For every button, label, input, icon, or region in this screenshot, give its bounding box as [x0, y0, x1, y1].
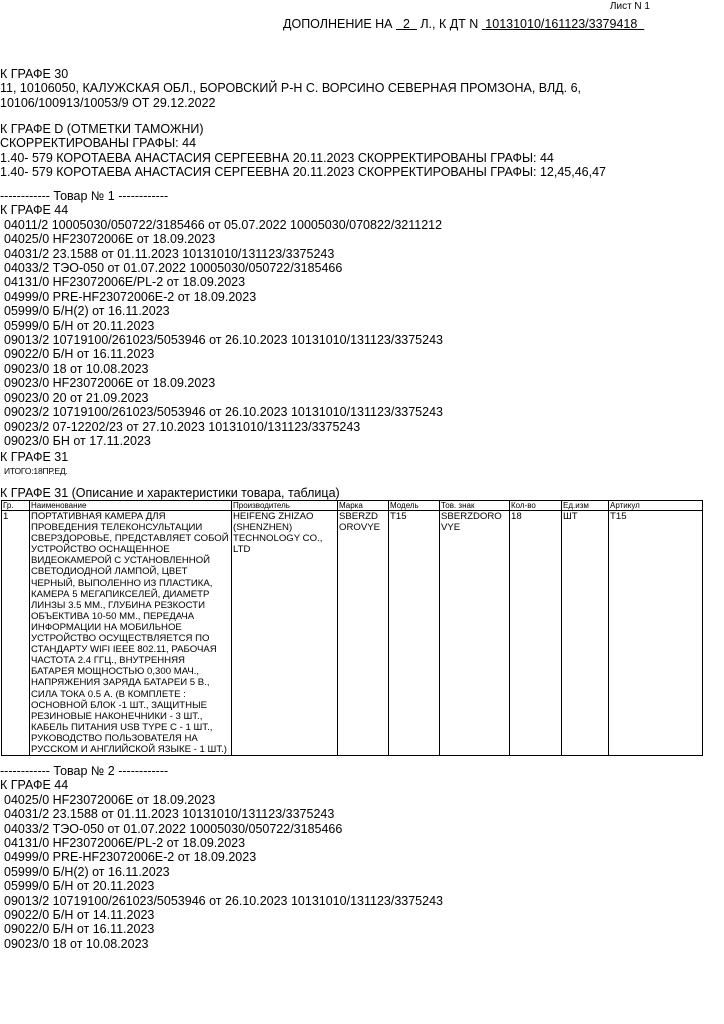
text-line: 1.40- 579 КОРОТАЕВА АНАСТАСИЯ СЕРГЕЕВНА 20.11.2023 СКОРРЕКТИРОВАНЫ ГРАФЫ: 12,45,46,47 [0, 165, 606, 180]
addendum-header [283, 17, 644, 31]
graph-30-lines [0, 81, 581, 110]
text-line: 09022/0 Б/Н от 14.11.2023 [4, 908, 155, 923]
item-1-graph-44-lines [0, 218, 443, 449]
col-header-name: Наименование [30, 501, 232, 511]
text-line: 09022/0 Б/Н от 16.11.2023 [4, 922, 155, 937]
goods-description-table [1, 500, 703, 756]
item-2-graph-44-title: К ГРАФЕ 44 [0, 778, 69, 793]
graph-d-lines [0, 136, 606, 179]
col-header-qty: Кол-во [510, 501, 562, 511]
col-header-trademark: Тов. знак [440, 501, 510, 511]
header-prefix: ДОПОЛНЕНИЕ НА [283, 17, 393, 31]
item-1-graph-44-title: К ГРАФЕ 44 [0, 203, 69, 218]
text-line: 1.40- 579 КОРОТАЕВА АНАСТАСИЯ СЕРГЕЕВНА 20.11.2023 СКОРРЕКТИРОВАНЫ ГРАФЫ: 44 [0, 150, 554, 165]
text-line: 09023/0 18 от 10.08.2023 [4, 361, 149, 376]
graph-30-title: К ГРАФЕ 30 [0, 67, 69, 81]
text-line: 09023/2 07-12202/23 от 27.10.2023 10131010/131123/3375243 [4, 419, 361, 434]
item-2-section [0, 764, 443, 951]
table-header-row [2, 501, 703, 511]
text-line: 04025/0 HF23072006E от 18.09.2023 [4, 792, 216, 807]
text-line: 09013/2 10719100/261023/5053946 от 26.10.2023 10131010/131123/3375243 [4, 893, 443, 908]
text-line: 11, 10106050, КАЛУЖСКАЯ ОБЛ., БОРОВСКИЙ Р-Н С. ВОРСИНО СЕВЕРНАЯ ПРОМЗОНА, ВЛД. 6, [0, 81, 582, 96]
col-header-unit: Ед.изм [562, 501, 609, 511]
cell-gr: 1 [2, 511, 30, 756]
text-line: 04131/0 HF23072006E/PL-2 от 18.09.2023 [4, 836, 246, 851]
col-header-model: Модель [389, 501, 440, 511]
item-2-separator: ------------ Товар № 2 ------------ [0, 764, 169, 778]
text-line: 04011/2 10005030/050722/3185466 от 05.07.2022 10005030/070822/3211212 [4, 217, 443, 232]
cell-trademark: SBERZDORO VYE [440, 511, 510, 756]
text-line: СКОРРЕКТИРОВАНЫ ГРАФЫ: 44 [0, 136, 197, 151]
text-line: 09023/0 HF23072006E от 18.09.2023 [4, 376, 216, 391]
item-1-graph-31-title: К ГРАФЕ 31 [0, 450, 69, 464]
text-line: 05999/0 Б/Н от 20.11.2023 [4, 879, 155, 894]
text-line: 09022/0 Б/Н от 16.11.2023 [4, 347, 155, 362]
text-line: 04031/2 23.1588 от 01.11.2023 10131010/131123/3375243 [4, 807, 335, 822]
text-line: 04131/0 HF23072006E/PL-2 от 18.09.2023 [4, 275, 246, 290]
text-line: 09023/0 18 от 10.08.2023 [4, 936, 149, 951]
sheet-number: Лист N 1 [609, 1, 650, 12]
text-line: 04999/0 PRE-HF23072006E-2 от 18.09.2023 [4, 850, 257, 865]
cell-manufacturer: HEIFENG ZHIZAO (SHENZHEN) TECHNOLOGY CO., LTD [232, 511, 338, 756]
text-line: 09013/2 10719100/261023/5053946 от 26.10.2023 10131010/131123/3375243 [4, 333, 443, 348]
cell-article: T15 [609, 511, 703, 756]
header-dt-number: 10131010/161123/3379418 [485, 17, 638, 31]
cell-name: ПОРТАТИВНАЯ КАМЕРА ДЛЯ ПРОВЕДЕНИЯ ТЕЛЕКОНСУЛЬТАЦИИ СВЕРЗДОРОВЬЕ, ПРЕДСТАВЛЯЕТ СОБОЙ УСТРОЙСТВО ОСНАЩЕННОЕ ВИДЕОКАМЕРОЙ С УСТАНОВЛЕННОЙ СВЕТОДИОДНОЙ ЛАМПОЙ, ЦВЕТ ЧЕРНЫЙ, ВЫПОЛЕННО ИЗ ПЛАСТИКА, КАМЕРА 5 МЕГАПИКСЕЛЕЙ, ДИАМЕТР ЛИНЗЫ 3.5 ММ., ГЛУБИНА РЕЗКОСТИ ОБЪЕКТИВА 10-50 ММ., ПЕРЕДАЧА ИНФОРМАЦИИ НА МОБИЛЬНОЕ УСТРОЙСТВО ОСУЩЕСТВЛЯЕТСЯ ПО СТАНДАРТУ WIFI IEEE 802.11, РАБОЧАЯ ЧАСТОТА 2.4 ГГЦ., ВНУТРЕННЯЯ БАТАРЕЯ МОЩНОСТЬЮ 0,300 МАЧ., НАПРЯЖЕНИЯ ЗАРЯДА БАТАРЕИ 5 В., СИЛА ТОКА 0.5 А. (В КОМПЛЕТЕ : ОСНОВНОЙ БЛОК -1 ШТ., ЗАЩИТНЫЕ РЕЗИНОВЫЕ НАКОНЕЧНИКИ - 3 ШТ., КАБЕЛЬ ПИТАНИЯ USB TYPE C - 1 ШТ., РУКОВОДСТВО ПОЛЬЗОВАТЕЛЯ НА РУССКОМ И АНГЛИЙСКОЙ ЯЗЫКЕ - 1 ШТ.) [30, 511, 232, 756]
text-line: 10106/100913/10053/9 ОТ 29.12.2022 [0, 95, 216, 110]
item-1-table-title: К ГРАФЕ 31 (Описание и характеристики товара, таблица) [0, 486, 340, 500]
item-1-graph-31 [0, 450, 68, 479]
cell-unit: ШТ [562, 511, 609, 756]
col-header-gr: Гр. [2, 501, 30, 511]
text-line: 09023/2 10719100/261023/5053946 от 26.10.2023 10131010/131123/3375243 [4, 405, 443, 420]
item-1-section [0, 189, 443, 448]
text-line: 09023/0 20 от 21.09.2023 [4, 390, 149, 405]
col-header-article: Артикул [609, 501, 703, 511]
col-header-brand: Марка [338, 501, 389, 511]
text-line: 04033/2 ТЭО-050 от 01.07.2022 10005030/050722/3185466 [4, 261, 343, 276]
header-pages: 2 [402, 17, 410, 31]
header-middle: Л., К ДТ N [420, 17, 479, 31]
text-line: 05999/0 Б/Н от 20.11.2023 [4, 318, 155, 333]
table-row [2, 511, 703, 756]
item-1-separator: ------------ Товар № 1 ------------ [0, 189, 169, 203]
graph-d-section [0, 122, 606, 180]
cell-brand: SBERZD OROVYE [338, 511, 389, 756]
text-line: 04025/0 HF23072006E от 18.09.2023 [4, 232, 216, 247]
col-header-manufacturer: Производитель [232, 501, 338, 511]
item-1-graph-31-total: ИТОГО:18ПР.ЕД. [4, 466, 68, 477]
text-line: 04031/2 23.1588 от 01.11.2023 10131010/131123/3375243 [4, 246, 335, 261]
item-2-graph-44-lines [0, 793, 443, 951]
text-line: 04999/0 PRE-HF23072006E-2 от 18.09.2023 [4, 289, 257, 304]
text-line: 05999/0 Б/Н(2) от 16.11.2023 [4, 864, 170, 879]
text-line: 05999/0 Б/Н(2) от 16.11.2023 [4, 304, 170, 319]
text-line: 09023/0 БН от 17.11.2023 [4, 433, 151, 448]
graph-d-title: К ГРАФЕ D (ОТМЕТКИ ТАМОЖНИ) [0, 122, 204, 136]
graph-30-section [0, 67, 581, 110]
cell-model: T15 [389, 511, 440, 756]
cell-qty: 18 [510, 511, 562, 756]
text-line: 04033/2 ТЭО-050 от 01.07.2022 10005030/050722/3185466 [4, 821, 343, 836]
